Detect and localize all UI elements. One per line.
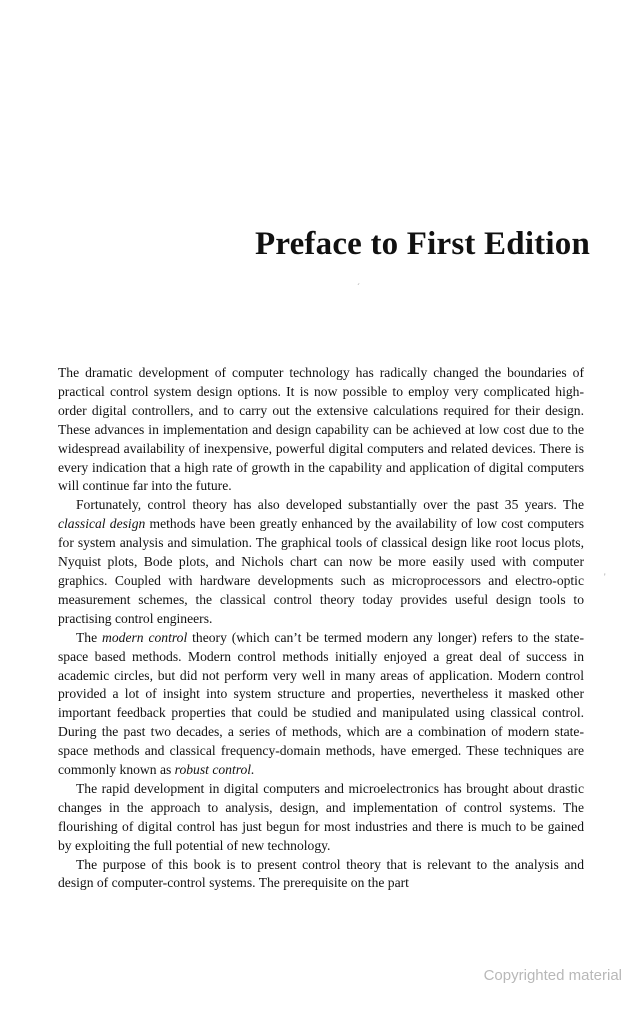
emphasized-term: classical design xyxy=(58,516,146,532)
body-paragraph xyxy=(58,364,584,496)
scan-speck: ' xyxy=(604,572,606,582)
paragraph-text: The rapid development in digital computers and microelectronics has brought about drastic changes in the approach to analysis, design, and implementation of control systems. The flourishing of digital control has just begun for most industries and there is much to be gained by exploiting the full potential of new technology. xyxy=(58,780,584,853)
paragraph-text: methods have been greatly enhanced by the availability of low cost computers for system analysis and simulation. The graphical tools of classical design like root locus plots, Nyquist plots, Bode plots, and Nichols chart can now be more easily used with computer graphics. Coupled with hardware developments such as microprocessors and electro-optic measurement schemes, the classical control theory today provides useful design tools to practising control engineers. xyxy=(58,516,584,626)
emphasized-term: modern control xyxy=(102,629,188,645)
preface-body xyxy=(58,364,584,893)
paragraph-text: Fortunately, control theory has also developed substantially over the past 35 years. The xyxy=(76,497,584,513)
page-title: Preface to First Edition xyxy=(254,226,590,263)
body-paragraph xyxy=(58,629,584,780)
paragraph-text: The dramatic development of computer technology has radically changed the boundaries of practical control system design options. It is now possible to employ very complicated high-order digital controllers, and to carry out the extensive calculations required for their design. These advances in implementation and design capability can be achieved at low cost due to the widespread availability of inexpensive, powerful digital computers and related devices. There is every indication that a high rate of growth in the capability and application of digital computers will continue far into the future. xyxy=(58,365,584,494)
body-paragraph xyxy=(58,496,584,628)
body-paragraph xyxy=(58,856,584,894)
paragraph-text: The xyxy=(76,629,103,645)
copyright-watermark: Copyrighted material xyxy=(483,967,622,984)
paragraph-text: The purpose of this book is to present control theory that is relevant to the analysis and design of computer-control systems. The prerequisite on the part xyxy=(58,856,584,891)
scan-speck: ´ xyxy=(357,282,360,292)
body-paragraph xyxy=(58,780,584,856)
emphasized-term: robust control. xyxy=(174,762,255,778)
paragraph-text: theory (which can’t be termed modern any longer) refers to the state-space based methods. Modern control methods initially enjoyed a great deal of success in academic circles, but did not perform very well in many areas of application. Modern control provided a lot of insight into system structure and properties, nevertheless it masked other important feedback properties that could be studied and manipulated using classical control. During the past two decades, a series of methods, which are a combination of modern state-space methods and classical frequency-domain methods, have emerged. These techniques are commonly known as xyxy=(58,629,584,778)
